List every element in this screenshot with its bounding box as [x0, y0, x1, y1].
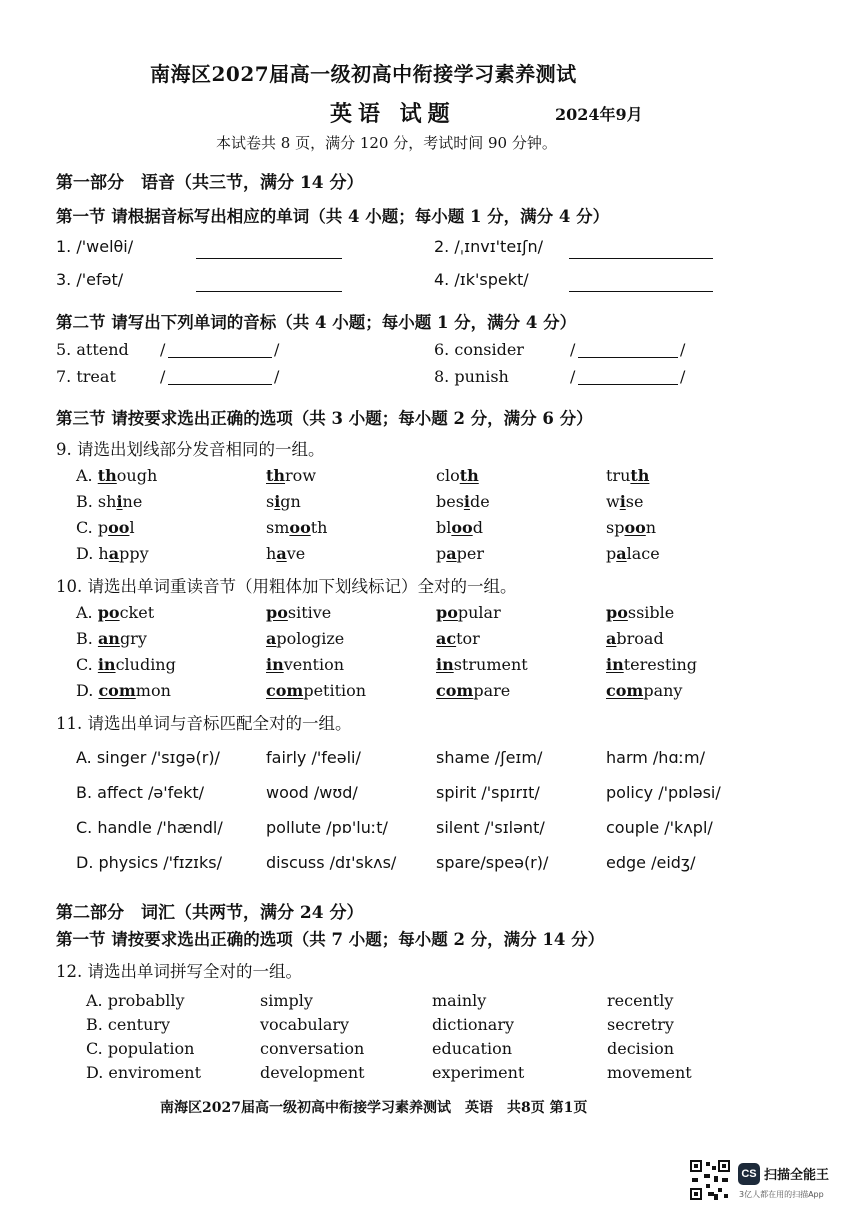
- q9-option-2-2: [436, 518, 483, 537]
- q11-option-0-3: harm /hɑːm/: [606, 748, 705, 767]
- option-text: strument: [453, 655, 528, 674]
- option-text: broad: [616, 629, 664, 648]
- part1-title: 第一部分 语音（共三节，满分 14 分）: [56, 173, 364, 193]
- q11-option-1-1: wood /wʊd/: [266, 783, 358, 802]
- question-4: [434, 270, 529, 289]
- question-12: 12. 请选出单词拼写全对的一组。: [56, 962, 302, 981]
- option-underlined-part: i: [463, 492, 470, 511]
- q9-option-0-3: [606, 466, 649, 485]
- slash-open-8: /: [570, 367, 576, 386]
- q11-option-2-3: couple /'kʌpl/: [606, 818, 713, 837]
- question-2: [434, 237, 543, 256]
- answer-blank-1[interactable]: [196, 242, 342, 259]
- option-text: petition: [303, 681, 367, 700]
- q12-option-1-2: dictionary: [432, 1015, 515, 1034]
- slash-close-7: /: [274, 367, 280, 386]
- q10-option-3-2: [436, 681, 510, 700]
- qr-code-icon: [690, 1160, 730, 1200]
- option-text: A.: [76, 603, 98, 622]
- option-text: mon: [135, 681, 171, 700]
- q12-option-3-2: experiment: [432, 1063, 525, 1082]
- option-underlined-part: po: [97, 603, 120, 622]
- option-underlined-part: th: [459, 466, 479, 485]
- q11-option-3-3: edge /eidʒ/: [606, 853, 696, 872]
- option-text: gry: [119, 629, 147, 648]
- option-underlined-part: oo: [289, 518, 311, 537]
- q11-option-3-2: spare/speə(r)/: [436, 853, 549, 872]
- question-3-text: 3. /'efət/: [56, 270, 124, 289]
- q12-option-0-3: recently: [607, 991, 674, 1010]
- option-underlined-part: com: [98, 681, 136, 700]
- option-underlined-part: in: [606, 655, 624, 674]
- q9-option-0-1: [266, 466, 316, 485]
- q9-option-3-3: [606, 544, 660, 563]
- q11-option-1-0: B. affect /ə'fekt/: [76, 783, 205, 802]
- q12-option-2-1: conversation: [260, 1039, 365, 1058]
- slash-close-6: /: [680, 340, 686, 359]
- q9-option-0-2: [436, 466, 479, 485]
- slash-open-5: /: [160, 340, 166, 359]
- q10-option-2-0: [76, 655, 176, 674]
- answer-blank-7[interactable]: [168, 368, 272, 385]
- camscanner-name: 扫描全能王: [764, 1168, 830, 1183]
- q10-option-2-3: [606, 655, 697, 674]
- option-text: pare: [473, 681, 511, 700]
- q10-option-0-2: [436, 603, 501, 622]
- q9-option-1-2: [436, 492, 490, 511]
- option-underlined-part: a: [616, 544, 627, 563]
- q11-option-2-1: pollute /pɒ'luːt/: [266, 818, 388, 837]
- option-underlined-part: in: [266, 655, 284, 674]
- option-text: p: [606, 544, 617, 563]
- option-underlined-part: com: [436, 681, 474, 700]
- question-8: 8. punish: [434, 367, 509, 386]
- q12-option-2-3: decision: [607, 1039, 675, 1058]
- option-underlined-part: i: [116, 492, 123, 511]
- option-text: bl: [436, 518, 452, 537]
- page-footer: 南海区2027届高一级初高中衔接学习素养测试 英语 共8页 第1页: [160, 1100, 588, 1116]
- option-text: D.: [76, 681, 99, 700]
- question-2-text: 2. /ˌɪnvɪ'teɪʃn/: [434, 237, 544, 256]
- option-underlined-part: ac: [436, 629, 457, 648]
- q10-option-1-3: [606, 629, 664, 648]
- q12-option-1-3: secretry: [607, 1015, 674, 1034]
- question-1-text: 1. /'welθi/: [56, 237, 134, 256]
- option-text: lace: [626, 544, 660, 563]
- part1-sec2-title: 第二节 请写出下列单词的音标（共 4 小题；每小题 1 分，满分 4 分）: [56, 313, 577, 332]
- q9-option-1-1: [266, 492, 301, 511]
- q11-option-1-3: policy /'pɒləsi/: [606, 783, 721, 802]
- option-underlined-part: i: [619, 492, 626, 511]
- option-underlined-part: po: [436, 603, 458, 622]
- q12-option-3-0: D. enviroment: [86, 1063, 202, 1082]
- option-underlined-part: po: [606, 603, 628, 622]
- q12-option-3-1: development: [260, 1063, 365, 1082]
- answer-blank-5[interactable]: [168, 341, 272, 358]
- option-underlined-part: a: [266, 629, 277, 648]
- answer-blank-4[interactable]: [569, 275, 713, 292]
- q10-option-1-1: [266, 629, 344, 648]
- option-text: d: [472, 518, 483, 537]
- q10-option-3-0: [76, 681, 171, 700]
- option-text: pular: [457, 603, 501, 622]
- option-underlined-part: po: [266, 603, 288, 622]
- option-underlined-part: a: [446, 544, 457, 563]
- q11-option-3-1: discuss /dɪ'skʌs/: [266, 853, 397, 872]
- option-text: p: [436, 544, 447, 563]
- q11-option-3-0: D. physics /'fɪzɪks/: [76, 853, 222, 872]
- option-text: sp: [606, 518, 625, 537]
- exam-title: 南海区2027届高一级初高中衔接学习素养测试: [150, 62, 577, 86]
- option-text: teresting: [623, 655, 698, 674]
- question-1: [56, 237, 133, 256]
- question-9: 9. 请选出划线部分发音相同的一组。: [56, 440, 325, 459]
- q9-option-1-3: [606, 492, 643, 511]
- question-3: [56, 270, 123, 289]
- option-text: B.: [76, 629, 98, 648]
- q9-option-1-0: [76, 492, 142, 511]
- q11-option-0-0: A. singer /'sɪgə(r)/: [76, 748, 220, 767]
- q11-option-0-2: shame /ʃeɪm/: [436, 748, 543, 767]
- option-text: de: [470, 492, 490, 511]
- part2-title: 第二部分 词汇（共两节，满分 24 分）: [56, 903, 364, 923]
- subject-title: 英语 试题: [330, 101, 456, 127]
- option-underlined-part: th: [630, 466, 650, 485]
- part1-sec3-title: 第三节 请按要求选出正确的选项（共 3 小题；每小题 2 分，满分 6 分）: [56, 409, 593, 428]
- option-text: n: [645, 518, 657, 537]
- option-text: ve: [286, 544, 306, 563]
- question-5: 5. attend: [56, 340, 129, 359]
- option-text: per: [456, 544, 484, 563]
- option-text: D. h: [76, 544, 109, 563]
- q12-option-1-0: B. century: [86, 1015, 171, 1034]
- part2-sec1-title: 第一节 请按要求选出正确的选项（共 7 小题；每小题 2 分，满分 14 分）: [56, 930, 605, 949]
- option-text: tor: [456, 629, 480, 648]
- q12-option-2-2: education: [432, 1039, 512, 1058]
- option-text: pologize: [276, 629, 345, 648]
- q11-option-2-0: C. handle /'hændl/: [76, 818, 223, 837]
- question-10: 10. 请选出单词重读音节（用粗体加下划线标记）全对的一组。: [56, 577, 517, 596]
- q9-option-3-0: [76, 544, 149, 563]
- option-text: ssible: [627, 603, 675, 622]
- option-underlined-part: i: [274, 492, 281, 511]
- option-text: C. p: [76, 518, 109, 537]
- exam-date: 2024年9月: [555, 105, 643, 124]
- q10-option-0-1: [266, 603, 331, 622]
- option-text: ough: [116, 466, 158, 485]
- q10-option-3-1: [266, 681, 366, 700]
- question-11: 11. 请选出单词与音标匹配全对的一组。: [56, 714, 352, 733]
- option-underlined-part: an: [97, 629, 120, 648]
- option-underlined-part: a: [108, 544, 120, 563]
- q12-option-1-1: vocabulary: [260, 1015, 350, 1034]
- q10-option-2-1: [266, 655, 344, 674]
- q10-option-1-0: [76, 629, 147, 648]
- option-underlined-part: th: [97, 466, 117, 485]
- option-text: bes: [436, 492, 464, 511]
- option-text: sm: [266, 518, 290, 537]
- option-text: w: [606, 492, 620, 511]
- option-text: vention: [283, 655, 345, 674]
- option-text: cket: [119, 603, 155, 622]
- q9-option-2-1: [266, 518, 327, 537]
- option-underlined-part: com: [606, 681, 644, 700]
- q9-option-0-0: [76, 466, 157, 485]
- option-text: A.: [76, 466, 98, 485]
- option-text: pany: [643, 681, 683, 700]
- q11-option-0-1: fairly /'feəli/: [266, 748, 361, 767]
- q9-option-2-0: [76, 518, 135, 537]
- answer-blank-2[interactable]: [569, 242, 713, 259]
- option-text: sitive: [287, 603, 332, 622]
- option-text: clo: [436, 466, 460, 485]
- question-4-text: 4. /ɪk'spekt/: [434, 270, 529, 289]
- option-underlined-part: a: [606, 629, 617, 648]
- option-underlined-part: oo: [624, 518, 646, 537]
- part1-sec1-title: 第一节 请根据音标写出相应的单词（共 4 小题；每小题 1 分，满分 4 分）: [56, 207, 610, 226]
- option-text: h: [266, 544, 277, 563]
- option-text: s: [266, 492, 275, 511]
- slash-open-6: /: [570, 340, 576, 359]
- slash-close-5: /: [274, 340, 280, 359]
- option-underlined-part: com: [266, 681, 304, 700]
- option-text: B. sh: [76, 492, 117, 511]
- exam-info: 本试卷共 8 页，满分 120 分，考试时间 90 分钟。: [216, 134, 557, 152]
- slash-close-8: /: [680, 367, 686, 386]
- option-text: row: [285, 466, 317, 485]
- slash-open-7: /: [160, 367, 166, 386]
- q9-option-3-1: [266, 544, 305, 563]
- option-text: C.: [76, 655, 98, 674]
- q12-option-2-0: C. population: [86, 1039, 195, 1058]
- q10-option-1-2: [436, 629, 480, 648]
- option-underlined-part: oo: [108, 518, 130, 537]
- option-underlined-part: th: [266, 466, 286, 485]
- q10-option-3-3: [606, 681, 682, 700]
- q10-option-0-3: [606, 603, 674, 622]
- option-text: cluding: [115, 655, 176, 674]
- q12-option-3-3: movement: [607, 1063, 692, 1082]
- question-6: 6. consider: [434, 340, 524, 359]
- q11-option-2-2: silent /'sɪlənt/: [436, 818, 545, 837]
- camscanner-tagline: 3亿人都在用的扫描App: [739, 1190, 824, 1199]
- camscanner-logo: CS: [738, 1163, 760, 1185]
- option-underlined-part: oo: [451, 518, 473, 537]
- question-7: 7. treat: [56, 367, 116, 386]
- answer-blank-8[interactable]: [578, 368, 678, 385]
- q10-option-2-2: [436, 655, 528, 674]
- q11-option-1-2: spirit /'spɪrɪt/: [436, 783, 540, 802]
- option-text: gn: [280, 492, 301, 511]
- option-underlined-part: in: [97, 655, 116, 674]
- q12-option-0-2: mainly: [432, 991, 487, 1010]
- option-underlined-part: a: [276, 544, 287, 563]
- q10-option-0-0: [76, 603, 154, 622]
- q12-option-0-0: A. probablly: [86, 991, 185, 1010]
- q9-option-2-3: [606, 518, 656, 537]
- option-text: se: [625, 492, 644, 511]
- option-text: th: [310, 518, 328, 537]
- answer-blank-3[interactable]: [196, 275, 342, 292]
- answer-blank-6[interactable]: [578, 341, 678, 358]
- option-text: ppy: [119, 544, 149, 563]
- q12-option-0-1: simply: [260, 991, 313, 1010]
- option-text: ne: [122, 492, 143, 511]
- q9-option-3-2: [436, 544, 484, 563]
- option-text: l: [129, 518, 135, 537]
- option-text: tru: [606, 466, 631, 485]
- option-underlined-part: in: [436, 655, 454, 674]
